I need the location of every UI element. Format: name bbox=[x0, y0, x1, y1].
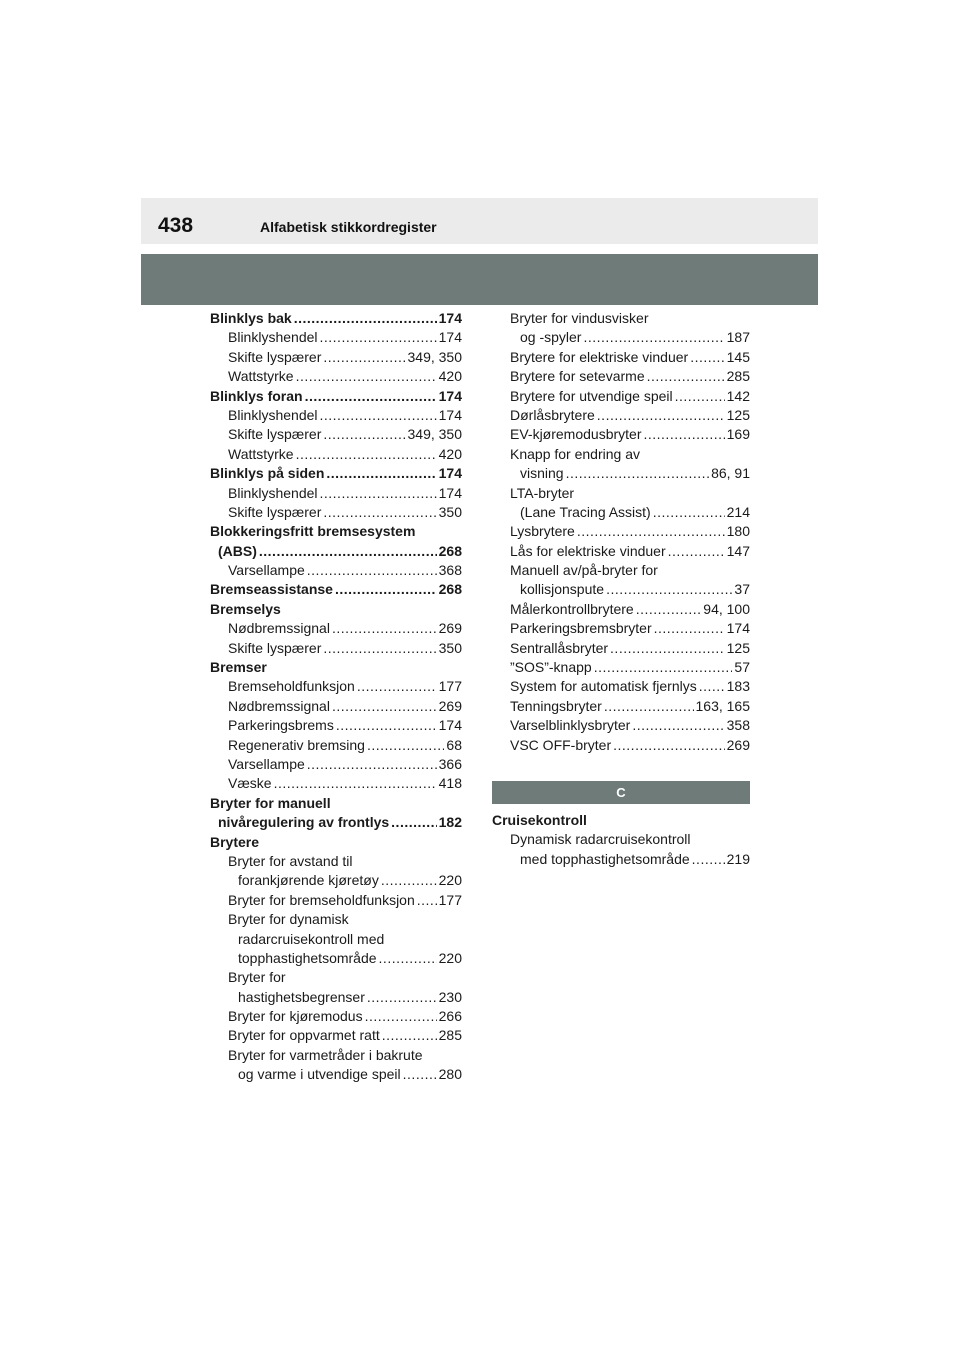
index-entry-text: Blinklyshendel bbox=[228, 484, 318, 501]
index-entry-text: Bremselys bbox=[210, 600, 281, 617]
index-entry-text: Parkeringsbrems bbox=[228, 717, 334, 734]
dot-leader bbox=[668, 542, 725, 561]
index-entry bbox=[492, 697, 750, 716]
index-entry bbox=[492, 522, 750, 541]
index-entry-page: 182 bbox=[438, 814, 462, 831]
index-entry bbox=[210, 1065, 462, 1084]
index-entry bbox=[492, 850, 750, 869]
index-entry-text: Cruisekontroll bbox=[492, 811, 587, 828]
index-entry-text: Blinklys bak bbox=[210, 310, 292, 326]
index-entry-text: Bryter for kjøremodus bbox=[228, 1008, 363, 1025]
dot-leader bbox=[675, 387, 725, 406]
index-entry-page: 183 bbox=[726, 678, 750, 695]
dot-leader bbox=[690, 348, 724, 367]
index-entry-page: 418 bbox=[438, 775, 462, 792]
index-entry-text: Nødbremssignal bbox=[228, 697, 330, 714]
dot-leader bbox=[636, 600, 702, 619]
index-entry bbox=[210, 813, 462, 832]
dot-leader bbox=[606, 580, 732, 599]
index-entry-page: 268 bbox=[438, 542, 462, 559]
index-entry-page: 174 bbox=[438, 310, 462, 326]
dot-leader bbox=[367, 736, 444, 755]
index-entry bbox=[210, 891, 462, 910]
index-entry-page: 230 bbox=[438, 988, 462, 1005]
index-entry-text: Væske bbox=[228, 775, 272, 792]
dot-leader bbox=[323, 348, 405, 367]
index-entry-page: 174 bbox=[438, 406, 462, 423]
index-entry bbox=[210, 1007, 462, 1026]
index-entry-text: Bryter for vindusvisker bbox=[510, 310, 649, 326]
index-entry-page: 174 bbox=[438, 717, 462, 734]
index-entry bbox=[210, 871, 462, 890]
index-entry-page: 285 bbox=[726, 368, 750, 385]
index-entry bbox=[210, 367, 462, 386]
index-entry-page: 145 bbox=[726, 348, 750, 365]
index-entry-text: Manuell av/på-bryter for bbox=[510, 562, 658, 579]
index-entry bbox=[210, 348, 462, 367]
dot-leader bbox=[320, 406, 437, 425]
dot-leader bbox=[323, 639, 436, 658]
index-entry-page: 368 bbox=[438, 562, 462, 579]
index-entry-page: 350 bbox=[438, 639, 462, 656]
index-entry bbox=[492, 542, 750, 561]
index-entry bbox=[210, 561, 462, 580]
index-entry-text: Nødbremssignal bbox=[228, 620, 330, 637]
dot-leader bbox=[632, 716, 724, 735]
index-entry-text: radarcruisekontroll med bbox=[238, 930, 385, 947]
index-entry bbox=[210, 425, 462, 444]
index-entry bbox=[210, 794, 462, 813]
index-entry-text: hastighetsbegrenser bbox=[238, 988, 365, 1005]
dot-leader bbox=[320, 484, 437, 503]
index-entry-text: topphastighetsområde bbox=[238, 949, 377, 966]
index-entry-text: Bremser bbox=[210, 659, 267, 676]
index-entry bbox=[492, 387, 750, 406]
index-entry bbox=[210, 639, 462, 658]
dot-leader bbox=[307, 561, 437, 580]
index-entry-text: og varme i utvendige speil bbox=[238, 1066, 401, 1083]
index-entry-page: 174 bbox=[438, 484, 462, 501]
index-entry bbox=[210, 774, 462, 793]
index-entry bbox=[210, 387, 462, 406]
index-entry-page: 147 bbox=[726, 542, 750, 559]
index-entry bbox=[210, 949, 462, 968]
index-entry-text: LTA-bryter bbox=[510, 484, 575, 501]
index-entry bbox=[492, 600, 750, 619]
index-entry-text: Wattstyrke bbox=[228, 445, 294, 462]
dot-leader bbox=[296, 367, 437, 386]
index-entry bbox=[210, 600, 462, 619]
index-entry bbox=[210, 503, 462, 522]
dot-leader bbox=[577, 522, 725, 541]
index-entry-page: 174 bbox=[726, 620, 750, 637]
dot-leader bbox=[381, 871, 437, 890]
dot-leader bbox=[604, 697, 694, 716]
index-entry-page: 420 bbox=[438, 368, 462, 385]
index-entry-text: Sentrallåsbryter bbox=[510, 639, 609, 656]
index-entry-page: 280 bbox=[438, 1066, 462, 1083]
index-entry bbox=[210, 716, 462, 735]
index-entry-text: Målerkontrollbrytere bbox=[510, 600, 634, 617]
index-entry bbox=[210, 658, 462, 677]
index-entry bbox=[492, 425, 750, 444]
index-entry bbox=[210, 484, 462, 503]
index-entry bbox=[210, 968, 462, 987]
dot-leader bbox=[320, 328, 437, 347]
header-band bbox=[141, 254, 818, 305]
index-entry-text: Wattstyrke bbox=[228, 368, 294, 385]
index-entry bbox=[492, 830, 750, 849]
index-entry-page: 268 bbox=[438, 581, 462, 598]
index-entry-text: Bryter for oppvarmet ratt bbox=[228, 1027, 380, 1044]
dot-leader bbox=[307, 755, 437, 774]
dot-leader bbox=[647, 367, 725, 386]
index-entry-text: Bryter for manuell bbox=[210, 794, 331, 811]
index-entry-text: Dynamisk radarcruisekontroll bbox=[510, 831, 691, 848]
index-entry-text: Parkeringsbremsbryter bbox=[510, 620, 652, 637]
index-entry bbox=[210, 1026, 462, 1045]
index-entry-page: 68 bbox=[446, 736, 462, 753]
index-column-left bbox=[210, 309, 462, 1085]
index-entry bbox=[492, 811, 750, 830]
dot-leader bbox=[391, 813, 436, 832]
dot-leader bbox=[323, 425, 405, 444]
index-entry bbox=[210, 619, 462, 638]
index-entry-page: 174 bbox=[438, 465, 462, 482]
index-entry-page: 269 bbox=[726, 736, 750, 753]
index-entry bbox=[492, 503, 750, 522]
index-entry-page: 285 bbox=[438, 1027, 462, 1044]
index-entry bbox=[492, 677, 750, 696]
index-entry bbox=[210, 736, 462, 755]
index-entry-text: Skifte lyspærer bbox=[228, 426, 322, 443]
index-entry bbox=[210, 309, 462, 328]
dot-leader bbox=[403, 1065, 437, 1084]
index-entry-page: 125 bbox=[726, 639, 750, 656]
dot-leader bbox=[653, 503, 725, 522]
index-entry-page: 350 bbox=[438, 503, 462, 520]
index-entry bbox=[210, 406, 462, 425]
index-entry bbox=[492, 716, 750, 735]
index-entry-text: Bremseassistanse bbox=[210, 581, 333, 598]
index-entry-page: 266 bbox=[438, 1008, 462, 1025]
index-entry-page: 177 bbox=[438, 678, 462, 695]
index-entry bbox=[492, 580, 750, 599]
index-entry-text: Blinklyshendel bbox=[228, 406, 318, 423]
dot-leader bbox=[367, 988, 437, 1007]
index-entry-text: EV-kjøremodusbryter bbox=[510, 426, 642, 443]
header-bar bbox=[141, 198, 818, 244]
index-entry-page: 220 bbox=[438, 872, 462, 889]
index-entry-page: 358 bbox=[726, 717, 750, 734]
index-entry bbox=[210, 542, 462, 561]
index-entry-page: 269 bbox=[438, 697, 462, 714]
index-entry bbox=[210, 445, 462, 464]
dot-leader bbox=[357, 677, 437, 696]
index-entry-text: Dørlåsbrytere bbox=[510, 406, 595, 423]
index-entry bbox=[492, 348, 750, 367]
index-entry-text: (Lane Tracing Assist) bbox=[520, 503, 651, 520]
page-title: Alfabetisk stikkordregister bbox=[260, 219, 437, 235]
index-entry-text: Bremseholdfunksjon bbox=[228, 678, 355, 695]
dot-leader bbox=[365, 1007, 437, 1026]
index-entry bbox=[492, 309, 750, 328]
index-entry bbox=[210, 464, 462, 483]
dot-leader bbox=[643, 425, 724, 444]
index-entry bbox=[210, 988, 462, 1007]
index-entry-text: Varsellampe bbox=[228, 755, 305, 772]
index-entry-page: 349, 350 bbox=[407, 348, 462, 365]
index-entry-text: Bryter for avstand til bbox=[228, 852, 353, 869]
index-entry-text: Bryter for varmetråder i bakrute bbox=[228, 1046, 423, 1063]
index-entry bbox=[492, 484, 750, 503]
dot-leader bbox=[583, 328, 724, 347]
index-entry-text: ”SOS”-knapp bbox=[510, 659, 592, 676]
index-entry bbox=[492, 561, 750, 580]
index-entry-text: Bryter for dynamisk bbox=[228, 911, 349, 928]
dot-leader bbox=[323, 503, 436, 522]
index-entry-page: 220 bbox=[438, 949, 462, 966]
index-entry-page: 174 bbox=[438, 387, 462, 404]
dot-leader bbox=[654, 619, 725, 638]
index-entry-page: 269 bbox=[438, 620, 462, 637]
index-block-c bbox=[492, 811, 750, 869]
index-entry-page: 177 bbox=[438, 891, 462, 908]
index-entry-text: (ABS) bbox=[218, 542, 257, 559]
index-entry-page: 169 bbox=[726, 426, 750, 443]
dot-leader bbox=[296, 445, 437, 464]
dot-leader bbox=[294, 309, 437, 328]
index-entry-text: Brytere for setevarme bbox=[510, 368, 645, 385]
index-entry bbox=[210, 697, 462, 716]
dot-leader bbox=[332, 697, 437, 716]
index-entry-text: System for automatisk fjernlys bbox=[510, 678, 697, 695]
index-entry-page: 349, 350 bbox=[407, 426, 462, 443]
index-entry-page: 86, 91 bbox=[711, 465, 750, 482]
index-entry bbox=[210, 755, 462, 774]
index-entry-text: Varselblinklysbryter bbox=[510, 717, 631, 734]
dot-leader bbox=[326, 464, 436, 483]
index-entry-page: 187 bbox=[726, 329, 750, 346]
index-entry bbox=[210, 522, 462, 541]
index-block-brytere-cont bbox=[492, 309, 750, 755]
dot-leader bbox=[274, 774, 437, 793]
dot-leader bbox=[594, 658, 733, 677]
dot-leader bbox=[259, 542, 437, 561]
index-entry-text: VSC OFF-bryter bbox=[510, 736, 612, 753]
dot-leader bbox=[597, 406, 725, 425]
index-entry-text: Blinklys foran bbox=[210, 387, 303, 404]
dot-leader bbox=[379, 949, 437, 968]
dot-leader bbox=[336, 716, 437, 735]
index-entry-page: 180 bbox=[726, 523, 750, 540]
index-entry-text: Varsellampe bbox=[228, 562, 305, 579]
index-entry bbox=[492, 639, 750, 658]
index-entry-text: Skifte lyspærer bbox=[228, 348, 322, 365]
index-entry-text: Tenningsbryter bbox=[510, 697, 602, 714]
page-number: 438 bbox=[158, 214, 194, 237]
index-entry bbox=[210, 833, 462, 852]
index-entry bbox=[492, 445, 750, 464]
index-entry-page: 174 bbox=[438, 329, 462, 346]
index-entry-page: 94, 100 bbox=[703, 600, 750, 617]
index-entry-page: 420 bbox=[438, 445, 462, 462]
index-entry-text: Bryter for bremseholdfunksjon bbox=[228, 891, 415, 908]
index-entry-text: forankjørende kjøretøy bbox=[238, 872, 379, 889]
index-entry bbox=[492, 328, 750, 347]
dot-leader bbox=[332, 619, 437, 638]
section-letter-bar: C bbox=[492, 781, 750, 804]
index-entry-text: Brytere bbox=[210, 833, 260, 850]
index-entry-page: 163, 165 bbox=[695, 697, 750, 714]
index-entry-page: 219 bbox=[726, 850, 750, 867]
dot-leader bbox=[566, 464, 709, 483]
index-entry-text: Blinklys på siden bbox=[210, 465, 325, 482]
dot-leader bbox=[613, 736, 725, 755]
index-entry-text: Lysbrytere bbox=[510, 523, 575, 540]
index-entry bbox=[210, 930, 462, 949]
index-entry-text: Skifte lyspærer bbox=[228, 503, 322, 520]
index-entry-text: Lås for elektriske vinduer bbox=[510, 542, 666, 559]
index-entry bbox=[210, 1046, 462, 1065]
index-entry bbox=[210, 910, 462, 929]
index-entry bbox=[210, 677, 462, 696]
index-entry-text: og -spyler bbox=[520, 329, 582, 346]
index-entry bbox=[492, 658, 750, 677]
dot-leader bbox=[382, 1026, 437, 1045]
index-entry-text: visning bbox=[520, 465, 564, 482]
index-entry bbox=[492, 619, 750, 638]
index-entry bbox=[492, 367, 750, 386]
index-entry bbox=[492, 464, 750, 483]
index-entry bbox=[492, 406, 750, 425]
index-entry-page: 125 bbox=[726, 406, 750, 423]
index-entry-page: 214 bbox=[726, 503, 750, 520]
index-entry-text: Knapp for endring av bbox=[510, 445, 640, 462]
index-entry-page: 366 bbox=[438, 755, 462, 772]
index-column-right bbox=[492, 309, 750, 869]
index-entry-text: Brytere for elektriske vinduer bbox=[510, 348, 689, 365]
dot-leader bbox=[699, 677, 725, 696]
index-entry-page: 57 bbox=[734, 659, 750, 676]
index-entry bbox=[210, 580, 462, 599]
index-entry-text: Bryter for bbox=[228, 969, 286, 986]
dot-leader bbox=[417, 891, 437, 910]
index-entry bbox=[492, 736, 750, 755]
index-entry-text: Blokkeringsfritt bremsesystem bbox=[210, 523, 416, 540]
dot-leader bbox=[692, 850, 725, 869]
dot-leader bbox=[610, 639, 725, 658]
index-entry-text: med topphastighetsområde bbox=[520, 850, 690, 867]
index-entry-text: nivåregulering av frontlys bbox=[218, 814, 390, 831]
index-entry-text: Blinklyshendel bbox=[228, 329, 318, 346]
index-entry bbox=[210, 328, 462, 347]
index-entry-page: 37 bbox=[734, 581, 750, 598]
index-entry-text: Regenerativ bremsing bbox=[228, 736, 365, 753]
dot-leader bbox=[305, 387, 437, 406]
index-entry bbox=[210, 852, 462, 871]
index-entry-text: Brytere for utvendige speil bbox=[510, 387, 673, 404]
dot-leader bbox=[335, 580, 437, 599]
index-entry-page: 142 bbox=[726, 387, 750, 404]
index-entry-text: kollisjonspute bbox=[520, 581, 605, 598]
index-entry-text: Skifte lyspærer bbox=[228, 639, 322, 656]
